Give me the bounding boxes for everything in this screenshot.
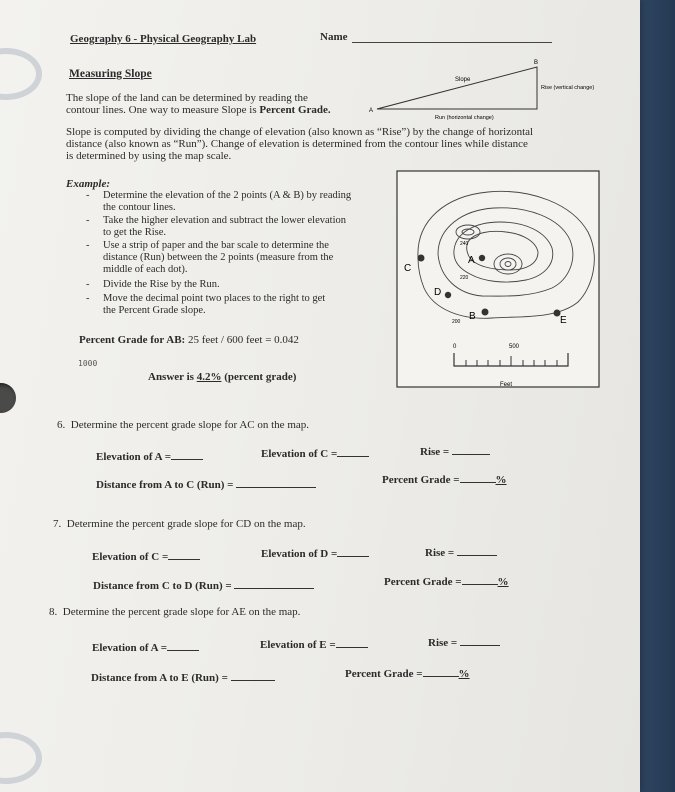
- step-line: the Percent Grade slope.: [103, 305, 206, 316]
- rise-field[interactable]: Rise =: [420, 444, 490, 459]
- bullet-dash: -: [86, 279, 90, 290]
- rise-field[interactable]: Rise =: [425, 545, 497, 560]
- step-line: the contour lines.: [103, 202, 176, 213]
- step-line: Divide the Rise by the Run.: [103, 279, 220, 290]
- map-point-a-dot: [479, 255, 485, 261]
- example-calculation: Percent Grade for AB: 25 feet / 600 feet = 0.042: [79, 334, 299, 346]
- map-point-c: C: [404, 263, 412, 274]
- percent-grade-field[interactable]: Percent Grade = %: [345, 668, 470, 680]
- intro-line: contour lines. One way to measure Slope is Percent Grade.: [66, 104, 331, 116]
- map-point-d-dot: [445, 292, 451, 298]
- name-label: Name: [320, 31, 348, 43]
- punch-hole: [0, 383, 16, 413]
- contour-label-220: 220: [460, 275, 469, 281]
- binder-ring: [0, 48, 42, 100]
- slope-label: Slope: [455, 77, 471, 83]
- scale-zero: 0: [453, 344, 457, 350]
- map-point-c-dot: [418, 255, 425, 262]
- elevation-c-field[interactable]: Elevation of C =: [92, 549, 200, 564]
- step-line: Take the higher elevation and subtract the lower elevation: [103, 215, 347, 226]
- distance-field[interactable]: Distance from A to C (Run) =: [96, 477, 316, 492]
- distance-field[interactable]: Distance from C to D (Run) =: [93, 578, 314, 593]
- slope-triangle-diagram: [365, 55, 635, 125]
- example-answer: Answer is 4.2% (percent grade): [148, 371, 297, 383]
- step-line: Move the decimal point two places to the right to get: [103, 293, 326, 304]
- section-heading: Measuring Slope: [69, 68, 152, 80]
- name-field[interactable]: [352, 42, 552, 43]
- bullet-dash: -: [86, 190, 90, 201]
- contour-label-200: 200: [452, 319, 461, 325]
- definition-line: is determined by using the map scale.: [66, 150, 232, 162]
- definition-line: Slope is computed by dividing the change of elevation (also known as “Rise”) by the change of horizontal: [66, 126, 534, 138]
- contour-map: [396, 170, 600, 388]
- step-line: middle of each dot).: [103, 264, 188, 275]
- rise-field[interactable]: Rise =: [428, 635, 500, 650]
- elevation-a-field[interactable]: Elevation of A =: [96, 449, 203, 464]
- elevation-a-field[interactable]: Elevation of A =: [92, 640, 199, 655]
- rise-label: Rise (vertical change): [541, 85, 595, 91]
- scale-500: 500: [509, 344, 520, 350]
- triangle-point-a: A: [369, 108, 374, 114]
- percent-grade-term: Percent Grade.: [259, 104, 331, 116]
- step-line: distance (Run) between the 2 points (measure from the: [103, 252, 334, 263]
- step-line: to get the Rise.: [103, 227, 166, 238]
- step-line: Use a strip of paper and the bar scale to determine the: [103, 240, 329, 251]
- run-label: Run (horizontal change): [435, 115, 494, 121]
- step-line: Determine the elevation of the 2 points (A & B) by reading: [103, 190, 352, 201]
- percent-grade-field[interactable]: Percent Grade = %: [382, 474, 507, 486]
- question-prompt: 8. Determine the percent grade slope for AE on the map.: [49, 606, 301, 618]
- percent-grade-field[interactable]: Percent Grade = %: [384, 576, 509, 588]
- handwritten-note: 1000: [78, 359, 98, 368]
- elevation-d-field[interactable]: Elevation of D =: [261, 546, 369, 561]
- triangle-shape: [377, 67, 537, 109]
- map-frame: [397, 171, 599, 387]
- bullet-dash: -: [86, 240, 90, 251]
- definition-line: distance (also known as “Run”). Change of elevation is determined from the contour lines while distance: [66, 138, 528, 150]
- example-label: Example:: [66, 178, 110, 190]
- map-point-d: D: [434, 287, 442, 298]
- triangle-point-b: B: [534, 60, 539, 66]
- question-prompt: 6. Determine the percent grade slope for AC on the map.: [57, 419, 310, 431]
- binder-ring: [0, 732, 42, 784]
- map-point-a: A: [468, 255, 475, 266]
- contour-label-240: 240: [460, 241, 469, 247]
- bullet-dash: -: [86, 293, 90, 304]
- bullet-dash: -: [86, 215, 90, 226]
- map-point-b-dot: [482, 309, 489, 316]
- page-title: Geography 6 - Physical Geography Lab: [70, 33, 257, 45]
- scale-unit: Feet: [500, 382, 513, 388]
- question-prompt: 7. Determine the percent grade slope for CD on the map.: [53, 518, 306, 530]
- elevation-e-field[interactable]: Elevation of E =: [260, 637, 368, 652]
- intro-line: The slope of the land can be determined by reading the: [66, 92, 308, 104]
- map-point-b: B: [469, 311, 476, 322]
- map-point-e: E: [560, 315, 567, 326]
- elevation-c-field[interactable]: Elevation of C =: [261, 446, 369, 461]
- distance-field[interactable]: Distance from A to E (Run) =: [91, 670, 275, 685]
